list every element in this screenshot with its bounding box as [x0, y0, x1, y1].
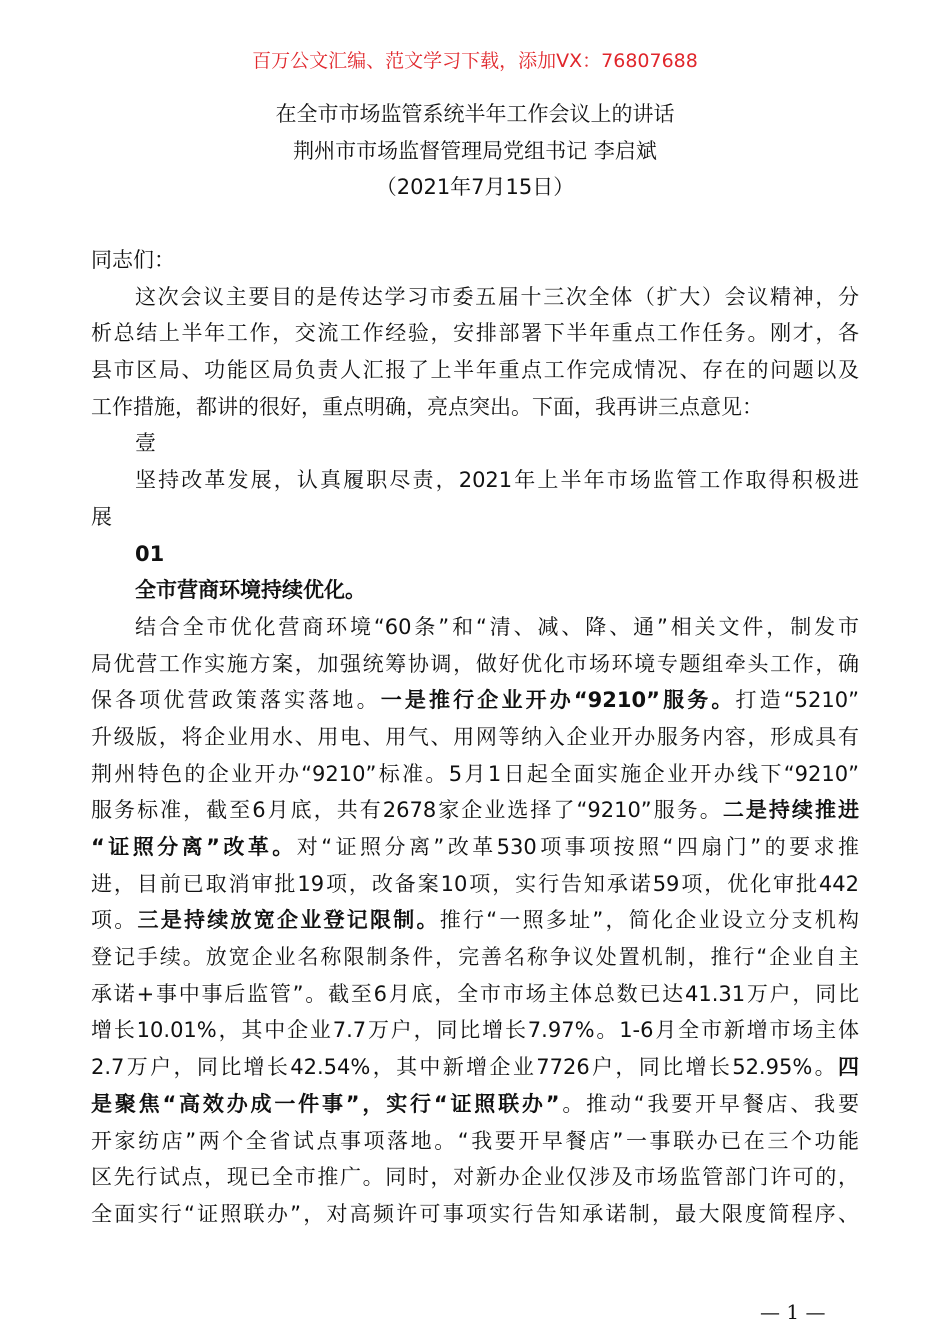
text-segment: 壹 — [135, 431, 156, 456]
text-line — [91, 1123, 859, 1160]
text-segment: 。推动“我要开早餐店、我要 — [559, 1091, 859, 1116]
bold-text-segment: 全市营商环境持续优化。 — [135, 578, 366, 603]
text-segment: 服务标准，截至6月底，共有2678家企业选择了“9210”服务。 — [91, 798, 723, 823]
text-segment: 区先行试点，现已全市推广。同时，对新办企业仅涉及市场监管部门许可的， — [91, 1165, 859, 1190]
text-line — [91, 756, 859, 793]
text-segment: 增长10.01%，其中企业7.7万户，同比增长7.97%。1-6月全市新增市场主体 — [91, 1018, 859, 1043]
promo-banner: 百万公文汇编、范文学习下载，添加VX：76807688 — [252, 50, 698, 72]
text-line — [91, 352, 859, 389]
text-segment: 对“证照分离”改革530项事项按照“四扇门”的要求推 — [296, 835, 859, 859]
text-segment: 开家纺店”两个全省试点事项落地。“我要开早餐店”一事联办已在三个功能 — [91, 1128, 859, 1153]
text-segment: 2.7万户，同比增长42.54%，其中新增企业7726户，同比增长52.95%。 — [91, 1055, 838, 1080]
text-line — [91, 682, 859, 719]
text-line — [91, 462, 859, 499]
text-line — [91, 976, 859, 1013]
bold-text-segment: 01 — [135, 541, 165, 566]
text-line — [91, 1049, 859, 1086]
text-segment: 推行“一照多址”，简化企业设立分支机构 — [439, 908, 859, 933]
text-segment: 工作措施，都讲的很好，重点明确，亮点突出。下面，我再讲三点意见： — [91, 394, 763, 419]
page-number: — 1 — — [760, 1300, 826, 1324]
text-line — [91, 315, 859, 352]
text-line — [91, 939, 859, 976]
bold-text-segment: 三是持续放宽企业登记限制。 — [137, 908, 440, 933]
bold-text-segment: “证照分离”改革。 — [91, 835, 297, 859]
text-line — [91, 902, 859, 939]
text-line — [91, 279, 859, 316]
text-segment: 同志们： — [91, 248, 175, 272]
text-segment: 承诺+事中事后监管”。截至6月底，全市市场主体总数已达41.31万户，同比 — [91, 981, 859, 1006]
text-segment: 登记手续。放宽企业名称限制条件，完善名称争议处置机制，推行“企业自主 — [91, 945, 859, 970]
date-line: （2021年7月15日） — [375, 175, 575, 199]
bold-text-segment: 四 — [838, 1055, 859, 1080]
text-segment: 坚持改革发展，认真履职尽责，2021年上半年市场监管工作取得积极进 — [135, 468, 859, 493]
text-line — [91, 1196, 859, 1233]
document-body — [91, 242, 859, 1233]
text-segment: 项。 — [91, 908, 138, 933]
text-segment: 这次会议主要目的是传达学习市委五届十三次全体（扩大）会议精神，分 — [135, 284, 859, 309]
bold-text-segment: 二是持续推进 — [722, 798, 859, 823]
text-line — [91, 829, 859, 866]
text-line — [91, 536, 859, 573]
text-line — [91, 1086, 859, 1123]
bold-text-segment: 一是推行企业开办“9210”服务。 — [380, 688, 736, 713]
text-segment: 荆州特色的企业开办“9210”标准。5月1日起全面实施企业开办线下“9210” — [91, 761, 859, 786]
text-segment: 打造“5210” — [735, 688, 860, 713]
text-segment: 县市区局、功能区局负责人汇报了上半年重点工作完成情况、存在的问题以及 — [91, 358, 859, 383]
text-segment: 升级版，将企业用水、用电、用气、用网等纳入企业开办服务内容，形成具有 — [91, 724, 859, 749]
text-line — [91, 572, 859, 609]
text-segment: 展 — [91, 504, 112, 529]
text-segment: 析总结上半年工作，交流工作经验，安排部署下半年重点工作任务。刚才，各 — [91, 321, 859, 346]
author-line: 荆州市市场监督管理局党组书记 李启斌 — [293, 139, 657, 163]
text-line — [91, 792, 859, 829]
text-segment: 全面实行“证照联办”，对高频许可事项实行告知承诺制，最大限度简程序、 — [91, 1201, 859, 1226]
text-segment: 保各项优营政策落实落地。 — [91, 688, 381, 713]
text-segment: 进，目前已取消审批19项，改备案10项，实行告知承诺59项，优化审批442 — [91, 871, 859, 896]
text-line — [91, 609, 859, 646]
text-line — [91, 1012, 859, 1049]
text-line — [91, 646, 859, 683]
text-line — [91, 499, 859, 536]
text-line — [91, 719, 859, 756]
text-line — [91, 866, 859, 903]
text-segment: 结合全市优化营商环境“60条”和“清、减、降、通”相关文件，制发市 — [135, 614, 859, 639]
text-segment: 局优营工作实施方案，加强统筹协调，做好优化市场环境专题组牵头工作，确 — [91, 651, 859, 676]
text-line — [91, 425, 859, 462]
text-line — [91, 242, 859, 279]
text-line — [91, 389, 859, 426]
bold-text-segment: 是聚焦“高效办成一件事”，实行“证照联办” — [91, 1091, 560, 1116]
text-line — [91, 1159, 859, 1196]
document-title: 在全市市场监管系统半年工作会议上的讲话 — [275, 102, 675, 126]
